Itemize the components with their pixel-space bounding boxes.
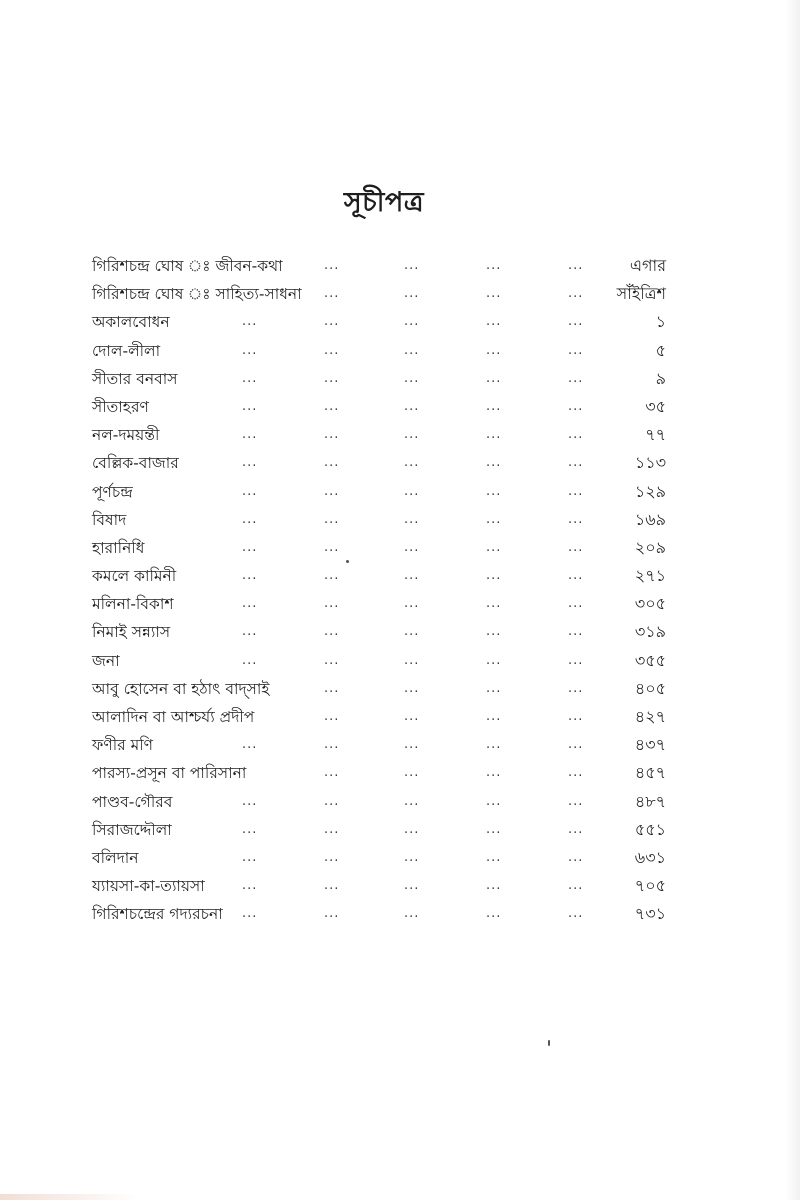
leader-dots: ... [404, 906, 420, 922]
entry-title: জনা [92, 651, 120, 670]
entry-page: ৪২৭ [634, 707, 666, 726]
leader-dots: ... [568, 314, 584, 330]
leader-dots: ... [324, 737, 340, 753]
leader-dots: ... [486, 680, 502, 696]
leader-dots: ... [486, 596, 502, 612]
toc-entry [92, 337, 666, 365]
leader-dots: ... [568, 821, 584, 837]
entry-title: সীতার বনবাস [92, 369, 178, 388]
leader-dots: ... [324, 286, 340, 302]
leader-dots: ... [486, 483, 502, 499]
toc-entry [92, 393, 666, 421]
leader-dots: ... [568, 398, 584, 414]
leader-dots: ... [404, 258, 420, 273]
leader-dots: ... [568, 568, 584, 584]
leader-dots: ... [242, 878, 258, 894]
leader-dots: ... [568, 511, 584, 527]
leader-dots: ... [324, 258, 340, 273]
toc-entry [92, 449, 666, 477]
toc-entry [92, 788, 666, 816]
leader-dots: ... [242, 342, 258, 358]
entry-page: ৭০৫ [634, 876, 666, 896]
leader-dots: ... [404, 398, 420, 414]
entry-page: ৪৮৭ [634, 791, 666, 811]
leader-dots: ... [242, 483, 258, 499]
leader-dots: ... [404, 709, 420, 724]
leader-dots: ... [568, 539, 584, 555]
leader-dots: ... [324, 906, 340, 922]
leader-dots: ... [242, 624, 258, 640]
entry-page: ২০৯ [634, 537, 666, 557]
leader-dots: ... [324, 455, 340, 471]
leader-dots: ... [324, 709, 340, 724]
leader-dots: ... [324, 568, 340, 584]
leader-dots: ... [404, 849, 420, 865]
entry-page: ৬৩১ [634, 847, 666, 867]
entry-page: ১২৯ [634, 481, 666, 501]
leader-dots: ... [568, 427, 584, 443]
leader-dots: ... [404, 821, 420, 837]
toc-entry [92, 844, 666, 872]
leader-dots: ... [568, 258, 584, 273]
entry-title: আলাদিন বা আশ্চর্য্য প্রদীপ [92, 708, 255, 726]
leader-dots: ... [242, 596, 258, 612]
leader-dots: ... [568, 286, 584, 302]
leader-dots: ... [568, 596, 584, 612]
entry-title: গিরিশচন্দ্র ঘোষ ঃ জীবন-কথা [92, 257, 283, 275]
leader-dots: ... [568, 455, 584, 471]
leader-dots: ... [404, 511, 420, 527]
page-corner-mark [0, 1194, 140, 1200]
leader-dots: ... [324, 511, 340, 527]
leader-dots: ... [324, 878, 340, 894]
leader-dots: ... [324, 765, 340, 781]
toc-entry [92, 618, 666, 646]
leader-dots: ... [404, 652, 420, 668]
toc-entry [92, 731, 666, 759]
entry-page: ৩৫৫ [634, 650, 666, 670]
leader-dots: ... [242, 652, 258, 668]
entry-title: নল-দময়ন্তী [92, 426, 160, 445]
page-title: সূচীপত্র [343, 187, 425, 218]
toc-entry [92, 675, 666, 703]
leader-dots: ... [568, 483, 584, 499]
leader-dots: ... [568, 737, 584, 753]
leader-dots: ... [568, 680, 584, 696]
leader-dots: ... [324, 821, 340, 837]
leader-dots: ... [242, 539, 258, 555]
toc-entry [92, 252, 666, 280]
leader-dots: ... [404, 568, 420, 584]
entry-title: বেল্লিক-বাজার [92, 454, 179, 473]
leader-dots: ... [404, 342, 420, 358]
leader-dots: ... [324, 398, 340, 414]
leader-dots: ... [568, 765, 584, 781]
leader-dots: ... [486, 737, 502, 753]
leader-dots: ... [404, 427, 420, 443]
entry-page: ৫ [655, 340, 666, 360]
entry-page: ৪৫৭ [634, 763, 666, 783]
leader-dots: ... [324, 680, 340, 696]
toc-entry [92, 590, 666, 618]
leader-dots: ... [486, 821, 502, 837]
leader-dots: ... [568, 906, 584, 922]
toc-entry [92, 421, 666, 449]
entry-title: মলিনা-বিকাশ [92, 595, 174, 614]
entry-title: বলিদান [92, 848, 139, 867]
leader-dots: ... [486, 398, 502, 414]
leader-dots: ... [242, 568, 258, 584]
table-of-contents [92, 252, 666, 929]
print-speck [346, 560, 349, 563]
toc-entry [92, 703, 666, 731]
page-edge-shadow [786, 0, 800, 1200]
entry-page: ৩৫ [645, 396, 666, 416]
leader-dots: ... [486, 709, 502, 724]
entry-page: সাঁইত্রিশ [616, 284, 666, 304]
leader-dots: ... [486, 455, 502, 471]
leader-dots: ... [242, 906, 258, 922]
toc-entry [92, 872, 666, 900]
leader-dots: ... [404, 878, 420, 894]
entry-title: দোল-লীলা [92, 341, 161, 360]
entry-page: ১৬৯ [634, 509, 666, 529]
leader-dots: ... [568, 709, 584, 724]
leader-dots: ... [404, 314, 420, 330]
leader-dots: ... [324, 596, 340, 612]
leader-dots: ... [486, 765, 502, 781]
toc-entry [92, 534, 666, 562]
entry-title: পারস্য-প্রসূন বা পারিসানা [92, 764, 247, 783]
print-speck [548, 1040, 550, 1046]
entry-title: গিরিশচন্দ্রের গদ্যরচনা [92, 905, 223, 924]
toc-entry [92, 365, 666, 393]
leader-dots: ... [486, 878, 502, 894]
leader-dots: ... [242, 398, 258, 414]
leader-dots: ... [242, 427, 258, 443]
leader-dots: ... [486, 568, 502, 584]
entry-page: ২৭১ [634, 566, 666, 586]
leader-dots: ... [568, 793, 584, 809]
leader-dots: ... [486, 793, 502, 809]
leader-dots: ... [242, 793, 258, 809]
leader-dots: ... [242, 737, 258, 753]
entry-title: আবু হোসেন বা হঠাৎ বাদ্‌সাই [92, 679, 270, 698]
leader-dots: ... [486, 652, 502, 668]
leader-dots: ... [486, 314, 502, 330]
toc-entry [92, 506, 666, 534]
leader-dots: ... [486, 906, 502, 922]
leader-dots: ... [568, 370, 584, 386]
leader-dots: ... [404, 765, 420, 781]
leader-dots: ... [568, 652, 584, 668]
toc-entry [92, 308, 666, 336]
leader-dots: ... [568, 624, 584, 640]
leader-dots: ... [404, 596, 420, 612]
leader-dots: ... [486, 511, 502, 527]
leader-dots: ... [324, 342, 340, 358]
leader-dots: ... [486, 427, 502, 443]
entry-page: ১১৩ [634, 453, 666, 473]
leader-dots: ... [404, 483, 420, 499]
toc-entry [92, 647, 666, 675]
entry-page: ৭৭ [645, 425, 666, 445]
leader-dots: ... [324, 652, 340, 668]
entry-title: বিষাদ [92, 510, 127, 529]
toc-entry [92, 562, 666, 590]
leader-dots: ... [324, 624, 340, 640]
entry-page: ৯ [655, 368, 666, 388]
toc-entry [92, 759, 666, 787]
entry-title: পাণ্ডব-গৌরব [92, 792, 173, 811]
entry-page: ৭৩১ [634, 904, 666, 924]
entry-page: ১ [655, 312, 666, 332]
toc-entry [92, 478, 666, 506]
entry-page: ৩১৯ [634, 622, 666, 642]
leader-dots: ... [486, 370, 502, 386]
entry-page: এগার [629, 256, 666, 275]
leader-dots: ... [404, 680, 420, 696]
leader-dots: ... [324, 370, 340, 386]
leader-dots: ... [242, 821, 258, 837]
leader-dots: ... [324, 427, 340, 443]
leader-dots: ... [568, 878, 584, 894]
leader-dots: ... [242, 511, 258, 527]
leader-dots: ... [324, 314, 340, 330]
leader-dots: ... [486, 624, 502, 640]
leader-dots: ... [568, 342, 584, 358]
entry-page: ৫৫১ [634, 819, 666, 839]
leader-dots: ... [242, 314, 258, 330]
leader-dots: ... [404, 539, 420, 555]
leader-dots: ... [324, 849, 340, 865]
entry-title: য্যায়সা-কা-ত্যায়সা [92, 877, 205, 896]
leader-dots: ... [404, 286, 420, 302]
entry-title: পূর্ণচন্দ্র [92, 482, 133, 501]
leader-dots: ... [404, 624, 420, 640]
entry-page: ৩০৫ [634, 594, 666, 614]
toc-entry [92, 900, 666, 928]
toc-entry [92, 816, 666, 844]
entry-title: হারানিধি [92, 538, 145, 557]
entry-title: অকালবোধন [92, 313, 170, 332]
entry-page: ৪৩৭ [634, 735, 666, 755]
leader-dots: ... [242, 370, 258, 386]
leader-dots: ... [324, 539, 340, 555]
leader-dots: ... [242, 455, 258, 471]
leader-dots: ... [404, 793, 420, 809]
leader-dots: ... [568, 849, 584, 865]
entry-title: সীতাহরণ [92, 397, 149, 416]
leader-dots: ... [404, 455, 420, 471]
toc-entry [92, 280, 666, 308]
leader-dots: ... [486, 342, 502, 358]
entry-page: ৪০৫ [634, 678, 666, 698]
entry-title: গিরিশচন্দ্র ঘোষ ঃ সাহিত্য-সাধনা [92, 285, 302, 304]
entry-title: নিমাই সন্ন্যাস [92, 623, 171, 642]
entry-title: সিরাজদ্দৌলা [92, 820, 172, 839]
leader-dots: ... [242, 849, 258, 865]
leader-dots: ... [486, 849, 502, 865]
leader-dots: ... [404, 737, 420, 753]
leader-dots: ... [486, 258, 502, 273]
leader-dots: ... [324, 793, 340, 809]
leader-dots: ... [324, 483, 340, 499]
entry-title: ফণীর মণি [92, 736, 154, 755]
entry-title: কমলে কামিনী [92, 567, 177, 586]
leader-dots: ... [404, 370, 420, 386]
leader-dots: ... [486, 286, 502, 302]
leader-dots: ... [486, 539, 502, 555]
